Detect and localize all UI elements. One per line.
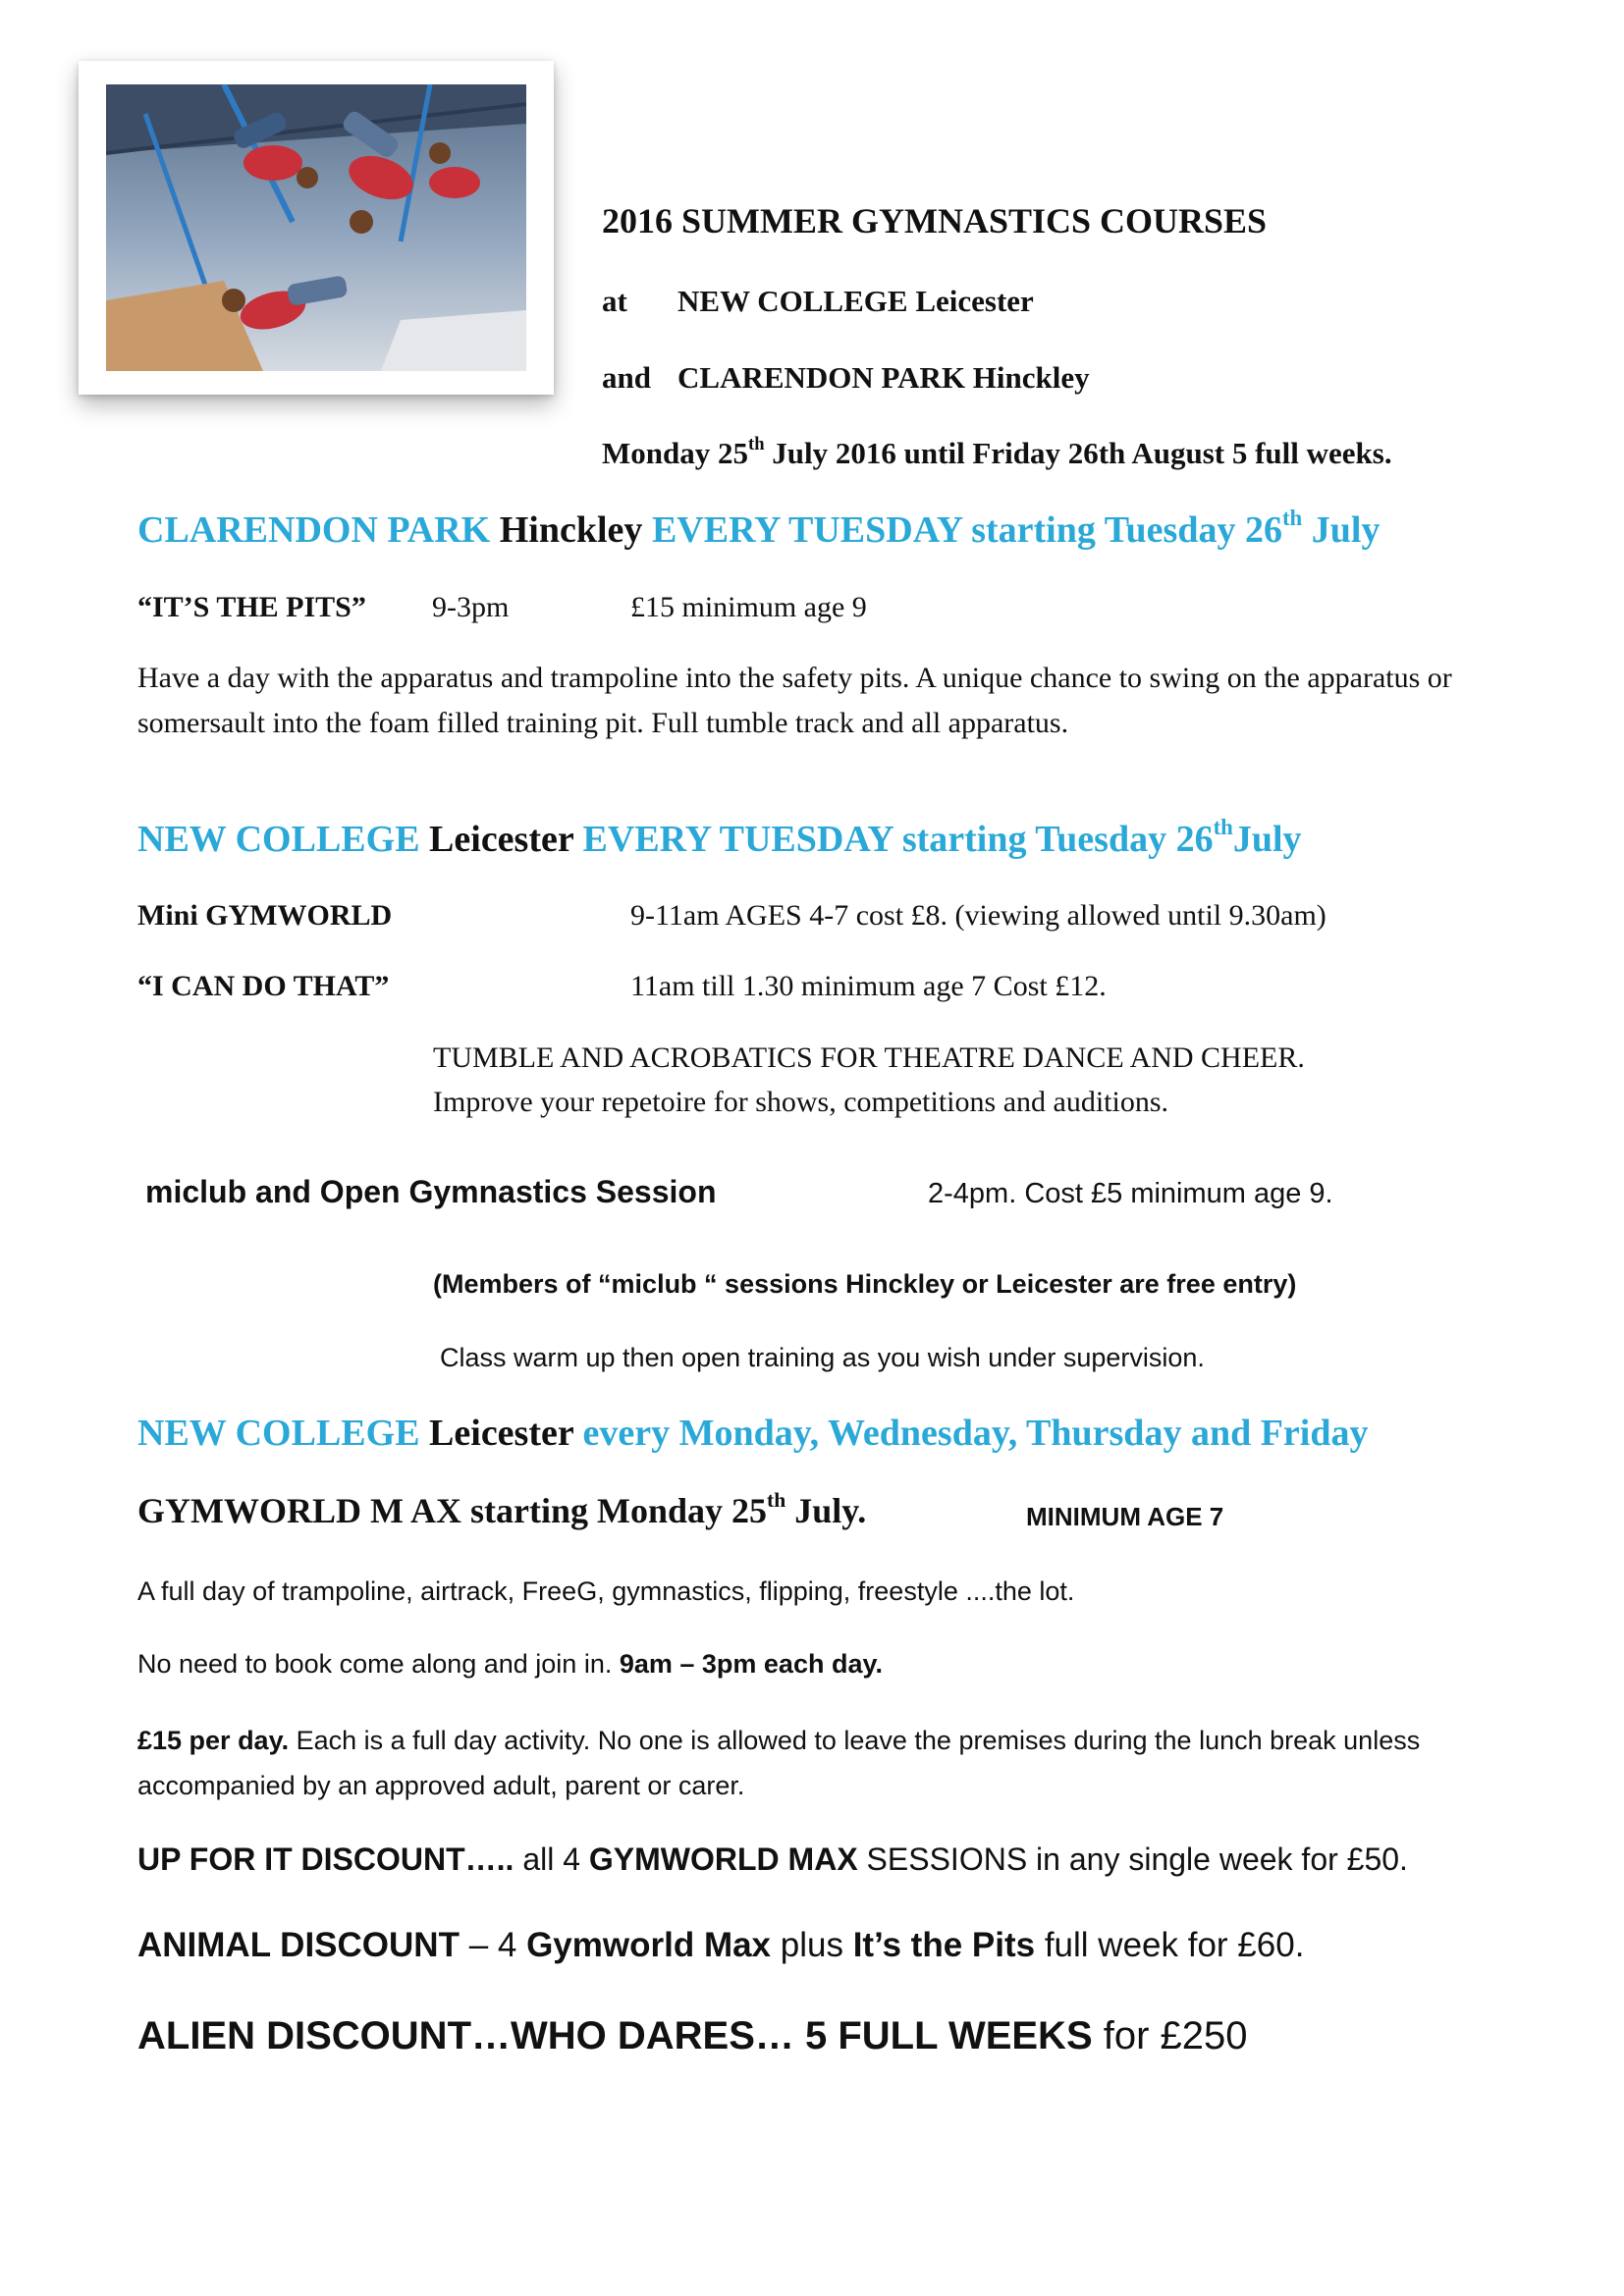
mini-gymworld-name: Mini GYMWORLD (137, 899, 393, 932)
full-day-description: A full day of trampoline, airtrack, FreeG, gymnastics, flipping, freestyle ....the lot. (137, 1576, 1075, 1606)
pits-price: £15 minimum age 9 (630, 591, 867, 623)
i-can-do-that-desc-2: Improve your repetoire for shows, competitions and auditions. (433, 1086, 1169, 1118)
pits-description: Have a day with the apparatus and trampoline into the safety pits. A unique chance to swing on the apparatus or somersault into the foam filled training pit. Full tumble track and all apparatus. (137, 662, 1452, 739)
minimum-age-badge: MINIMUM AGE 7 (1026, 1502, 1224, 1531)
gymworld-max-title: GYMWORLD M AX starting Monday 25th July. (137, 1487, 867, 1530)
pits-name: “IT’S THE PITS” (137, 591, 366, 623)
gymnasts-photo (106, 84, 526, 371)
at-word: at (602, 284, 627, 318)
venue-clarendon-park: CLARENDON PARK Hinckley (677, 360, 1090, 395)
and-word: and (602, 360, 651, 395)
gymnasts-photo-frame (79, 61, 554, 395)
miclub-members-note: (Members of “miclub “ sessions Hinckley or Leicester are free entry) (433, 1269, 1297, 1299)
page-title: 2016 SUMMER GYMNASTICS COURSES (602, 201, 1268, 240)
clarendon-heading: CLARENDON PARK Hinckley EVERY TUESDAY starting Tuesday 26th July (137, 505, 1380, 551)
price-policy: £15 per day. Each is a full day activity. No one is allowed to leave the premises during the lunch break unless accompanied by an approved adult, parent or carer. (137, 1726, 1421, 1800)
miclub-warmup: Class warm up then open training as you wish under supervision. (440, 1343, 1205, 1372)
no-booking-note: No need to book come along and join in. 9am – 3pm each day. (137, 1649, 883, 1679)
venue-new-college: NEW COLLEGE Leicester (677, 284, 1034, 318)
i-can-do-that-desc-1: TUMBLE AND ACROBATICS FOR THEATRE DANCE AND CHEER. (433, 1041, 1305, 1074)
miclub-detail: 2-4pm. Cost £5 minimum age 9. (928, 1178, 1333, 1209)
up-for-it-discount: UP FOR IT DISCOUNT….. all 4 GYMWORLD MAX SESSIONS in any single week for £50. (137, 1842, 1408, 1877)
pits-time: 9-3pm (432, 591, 510, 623)
i-can-do-that-detail: 11am till 1.30 minimum age 7 Cost £12. (630, 970, 1107, 1002)
i-can-do-that-name: “I CAN DO THAT” (137, 970, 390, 1002)
animal-discount: ANIMAL DISCOUNT – 4 Gymworld Max plus It’s the Pits full week for £60. (137, 1926, 1305, 1964)
newcollege-tuesday-heading: NEW COLLEGE Leicester EVERY TUESDAY starting Tuesday 26thJuly (137, 814, 1302, 860)
course-dates: Monday 25th July 2016 until Friday 26th August 5 full weeks. (602, 433, 1392, 470)
alien-discount: ALIEN DISCOUNT…WHO DARES… 5 FULL WEEKS for £250 (137, 2014, 1248, 2057)
mini-gymworld-detail: 9-11am AGES 4-7 cost £8. (viewing allowed until 9.30am) (630, 899, 1326, 932)
miclub-title: miclub and Open Gymnastics Session (145, 1174, 717, 1209)
newcollege-weekday-heading: NEW COLLEGE Leicester every Monday, Wednesday, Thursday and Friday (137, 1413, 1369, 1454)
